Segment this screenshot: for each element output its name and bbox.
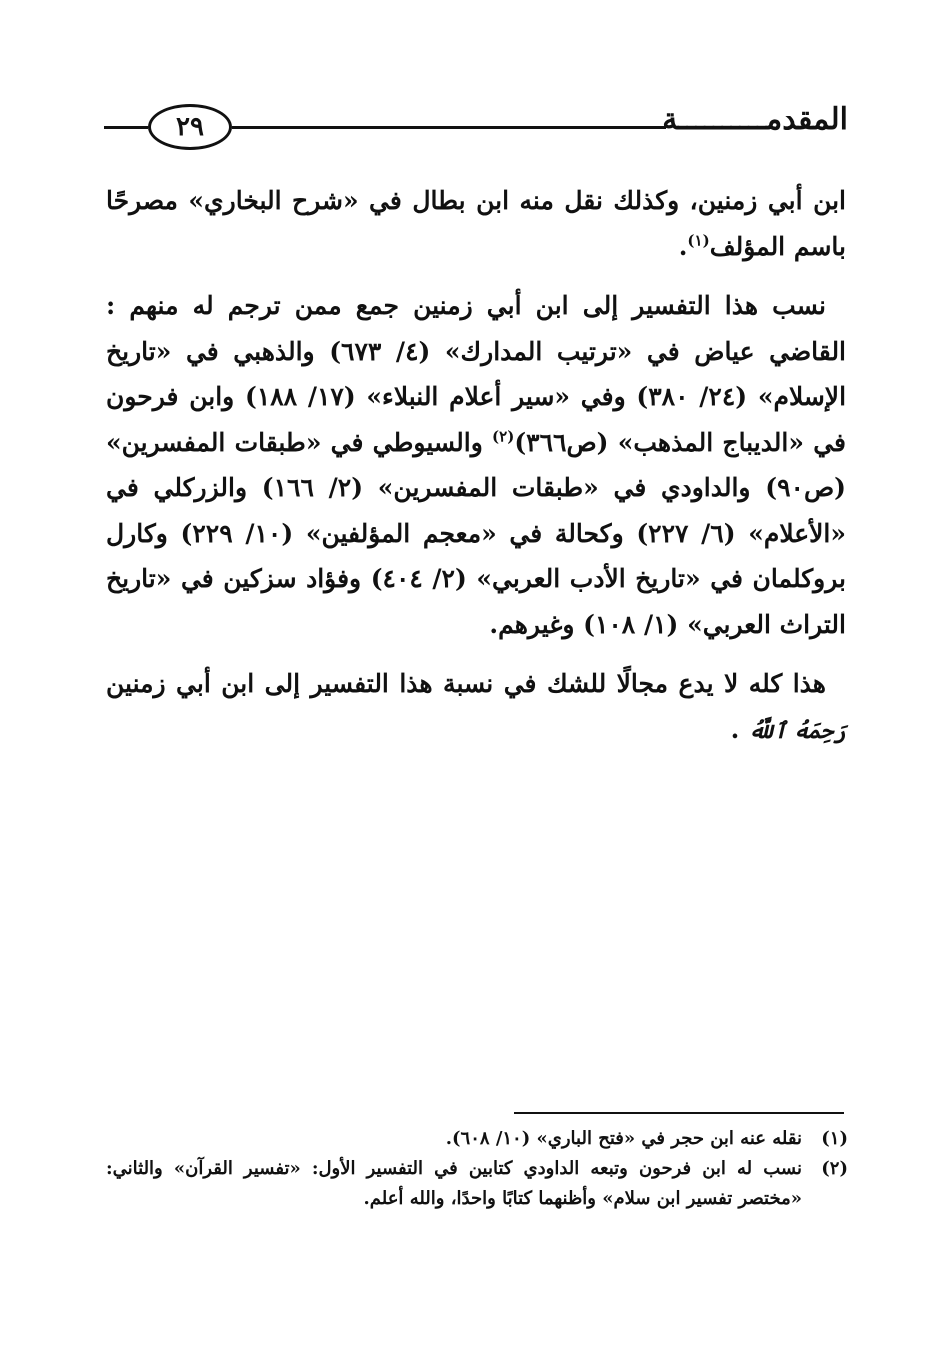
paragraph-1 [106,178,846,269]
paragraph-1-text: ابن أبي زمنين، وكذلك نقل منه ابن بطال في «شرح البخاري» مصرحًا باسم المؤلف [106,186,846,261]
main-text [106,178,846,768]
footnote-1-number: (١) [821,1128,848,1149]
footnote-2 [106,1154,848,1214]
page-number: ٢٩ [148,104,232,150]
page-header [104,96,848,160]
paragraph-1-end: . [678,231,688,261]
footnote-ref-2: (٢) [492,427,515,446]
paragraph-2 [106,283,846,647]
header-rule-left [104,126,148,129]
paragraph-3 [106,661,846,754]
footnote-1-text: نقله عنه ابن حجر في «فتح الباري» (١٠/ ٦٠٨). [445,1128,802,1149]
footnotes [106,1124,848,1214]
paragraph-2-text-after: والسيوطي في «طبقات المفسرين» (ص٩٠) والداودي في «طبقات المفسرين» (٢/ ١٦٦) والزركلي في «الأعلام» (٦/ ٢٢٧) وكحالة في «معجم المؤلفين» (١٠/ ٢٢٩) وكارل بروكلمان في «تاريخ الأدب العربي» (٢/ ٤٠٤) وفؤاد سزكين في «تاريخ التراث العربي» (١/ ١٠٨) وغيرهم. [106,427,846,639]
paragraph-3-end: . [730,714,749,744]
honorific-glyph: رَحِمَهُ ٱللَّهُ [748,717,846,744]
paragraph-2-text-before: نسب هذا التفسير إلى ابن أبي زمنين جمع ممن ترجم له منهم : القاضي عياض في «ترتيب المدارك» (٤/ ٦٧٣) والذهبي في «تاريخ الإسلام» (٢٤/ ٣٨٠) وفي «سير أعلام النبلاء» (١٧/ ١٨٨) وابن فرحون في «الديباج المذهب» (ص٣٦٦) [106,291,847,457]
header-rule-middle [232,126,666,129]
footnote-2-text: نسب له ابن فرحون وتبعه الداودي كتابين في التفسير الأول: «تفسير القرآن» والثاني: «مختصر تفسير ابن سلام» وأظنهما كتابًا واحدًا، والله أعلم. [106,1158,802,1209]
paragraph-3-text: هذا كله لا يدع مجالًا للشك في نسبة هذا التفسير إلى ابن أبي زمنين [106,669,826,698]
footnote-1 [106,1124,848,1154]
footnote-2-number: (٢) [821,1158,848,1179]
section-title: المقدمــــــــــة [662,102,848,137]
footnote-ref-1: (١) [687,231,710,250]
footnote-separator [514,1112,844,1114]
